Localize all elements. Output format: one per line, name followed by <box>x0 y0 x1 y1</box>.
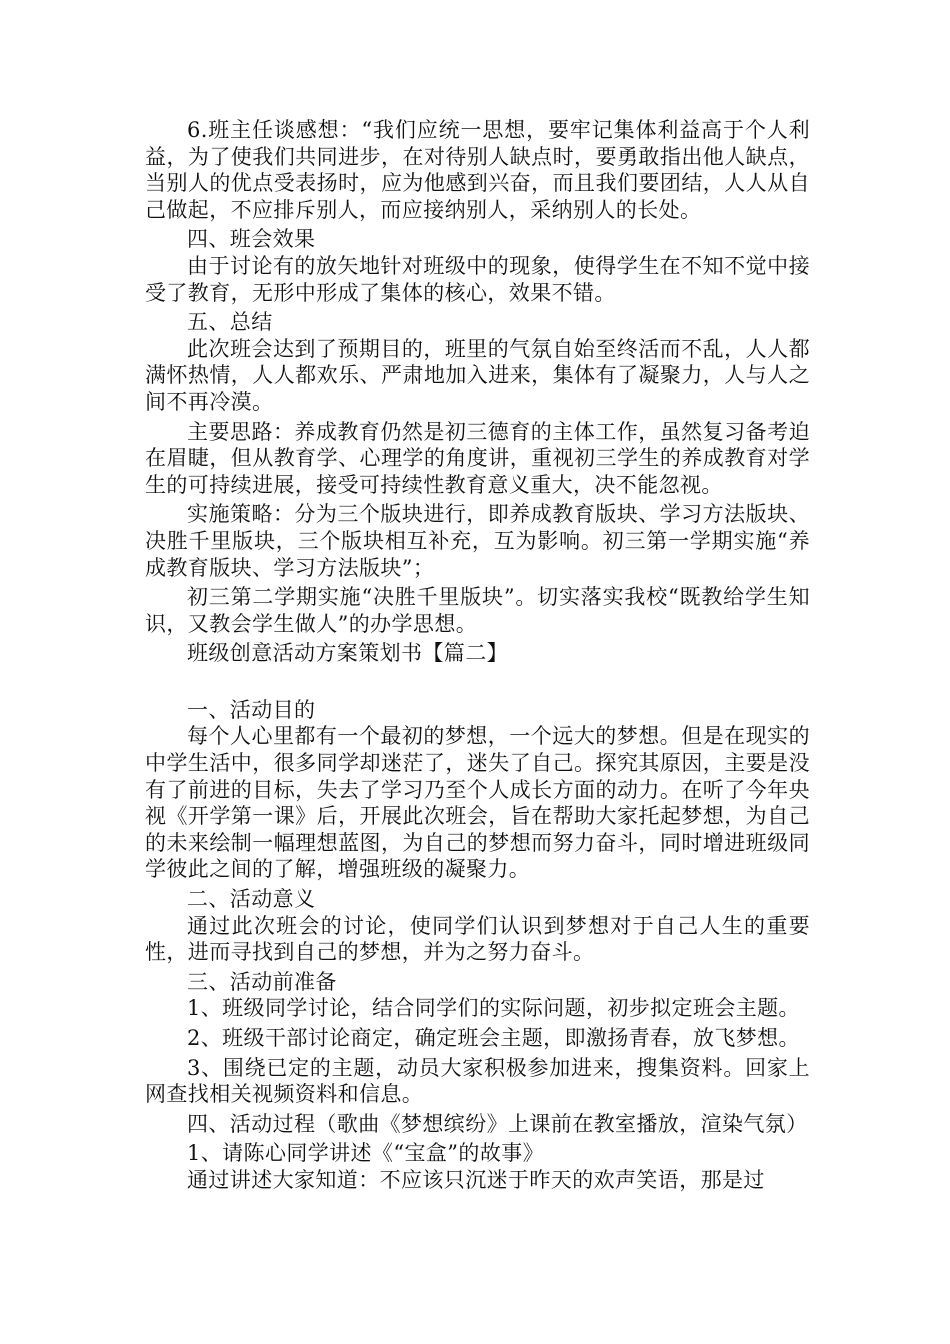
paragraph-second-semester: 初三第二学期实施“决胜千里版块”。切实落实我校“既教给学生知识，又教会学生做人”的办学思想。 <box>145 585 810 636</box>
heading-summary: 五、总结 <box>187 310 273 335</box>
heading-meeting-effect: 四、班会效果 <box>187 227 316 252</box>
paragraph-main-idea: 主要思路：养成教育仍然是初三德育的主体工作，虽然复习备考迫在眉睫，但从教育学、心理学的角度讲，重视初三学生的养成教育对学生的可持续进展，接受可持续性教育意义重大，决不能忽视。 <box>145 419 810 497</box>
list-item-preparation-2: 2、班级干部讨论商定，确定班会主题，即激扬青春，放飞梦想。 <box>187 1026 800 1050</box>
heading-preparation: 三、活动前准备 <box>187 969 337 994</box>
paragraph-activity-significance: 通过此次班会的讨论，使同学们认识到梦想对于自己人生的重要性，进而寻找到自己的梦想，并为之努力奋斗。 <box>145 913 810 965</box>
list-item-preparation-3: 3、围绕已定的主题，动员大家积极参加进来，搜集资料。回家上网查找相关视频资料和信息。 <box>145 1055 810 1107</box>
paragraph-activity-purpose: 每个人心里都有一个最初的梦想，一个远大的梦想。但是在现实的中学生活中，很多同学却迷茫了，迷失了自己。探究其原因，主要是没有了前进的目标，失去了学习乃至个人成长方面的动力。在听了今年央视《开学第一课》后，开展此次班会，旨在帮助大家托起梦想，为自己的未来绘制一幅理想蓝图，为自己的梦想而努力奋斗，同时增进班级同学彼此之间的了解，增强班级的凝聚力。 <box>145 724 810 882</box>
paragraph-meeting-effect: 由于讨论有的放矢地针对班级中的现象，使得学生在不知不觉中接受了教育，无形中形成了集体的核心，效果不错。 <box>145 253 810 305</box>
heading-activity-significance: 二、活动意义 <box>187 887 316 912</box>
paragraph-strategy: 实施策略：分为三个版块进行，即养成教育版块、学习方法版块、决胜千里版块，三个版块相互补充，互为影响。初三第一学期实施“养成教育版块、学习方法版块”； <box>145 502 810 580</box>
list-item-process-1: 1、请陈心同学讲述《“宝盒”的故事》 <box>187 1141 545 1166</box>
list-item-preparation-1: 1、班级同学讨论，结合同学们的实际问题，初步拟定班会主题。 <box>187 996 800 1021</box>
document-body <box>145 117 810 1197</box>
heading-activity-purpose: 一、活动目的 <box>187 697 316 722</box>
heading-activity-process: 四、活动过程（歌曲《梦想缤纷》上课前在教室播放，渲染气氛） <box>187 1111 808 1136</box>
paragraph-teacher-remarks: 6.班主任谈感想：“我们应统一思想，要牢记集体利益高于个人利益，为了使我们共同进步，在对待别人缺点时，要勇敢指出他人缺点，当别人的优点受表扬时，应为他感到兴奋，而且我们要团结，人人从自己做起，不应排斥别人，而应接纳别人，采纳别人的长处。 <box>145 118 810 222</box>
paragraph-process-description: 通过讲述大家知道：不应该只沉迷于昨天的欢声笑语，那是过 <box>187 1167 765 1192</box>
paragraph-summary: 此次班会达到了预期目的，班里的气氛自始至终活而不乱，人人都满怀热情，人人都欢乐、严肃地加入进来，集体有了凝聚力，人与人之间不再冷漠。 <box>145 336 810 414</box>
blank-line <box>145 667 810 697</box>
section-title-part-two: 班级创意活动方案策划书【篇二】 <box>187 641 508 666</box>
